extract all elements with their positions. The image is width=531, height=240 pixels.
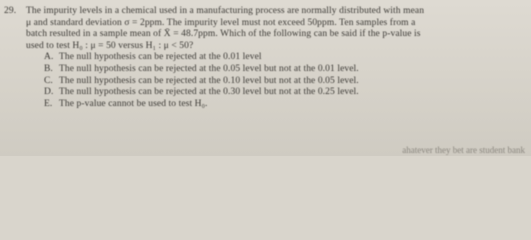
choice-a[interactable]: [4, 52, 524, 64]
question-stem: [4, 6, 524, 52]
choice-letter: C.: [44, 75, 53, 86]
question-line: batch resulted in a sample mean of X̄ = 48.7ppm. Which of the following can be said if the p-value is: [26, 29, 421, 40]
choice-text: The p-value cannot be used to test H₀.: [59, 98, 208, 109]
choice-letter: E.: [44, 98, 53, 109]
choice-letter: B.: [44, 63, 53, 74]
question-text: [26, 6, 524, 52]
choice-text: The null hypothesis can be rejected at the 0.01 level: [59, 52, 262, 63]
bottom-note: ahatever they bet are student bank: [402, 145, 525, 155]
choice-text: The null hypothesis can be rejected at the 0.05 level but not at the 0.01 level.: [59, 63, 359, 74]
choice-e[interactable]: [4, 99, 524, 111]
choice-letter: A.: [44, 52, 54, 63]
choice-text: The null hypothesis can be rejected at the 0.30 level but not at the 0.25 level.: [59, 87, 359, 98]
question-line: The impurity levels in a chemical used in a manufacturing process are normally distributed with mean: [26, 6, 425, 16]
question-line: used to test H₀ : μ = 50 versus H₁ : μ < 50?: [26, 40, 194, 51]
choice-c[interactable]: [4, 76, 524, 88]
question-block: [4, 6, 524, 110]
choice-b[interactable]: [4, 64, 524, 76]
choice-text: The null hypothesis can be rejected at the 0.10 level but not at the 0.05 level.: [59, 75, 359, 86]
question-line: μ and standard deviation σ = 2ppm. The impurity level must not exceed 50ppm. Ten samples from a: [26, 17, 416, 28]
choice-letter: D.: [44, 87, 54, 98]
question-number: 29.: [4, 6, 17, 16]
answer-choices: [4, 52, 524, 110]
choice-d[interactable]: [4, 87, 524, 99]
